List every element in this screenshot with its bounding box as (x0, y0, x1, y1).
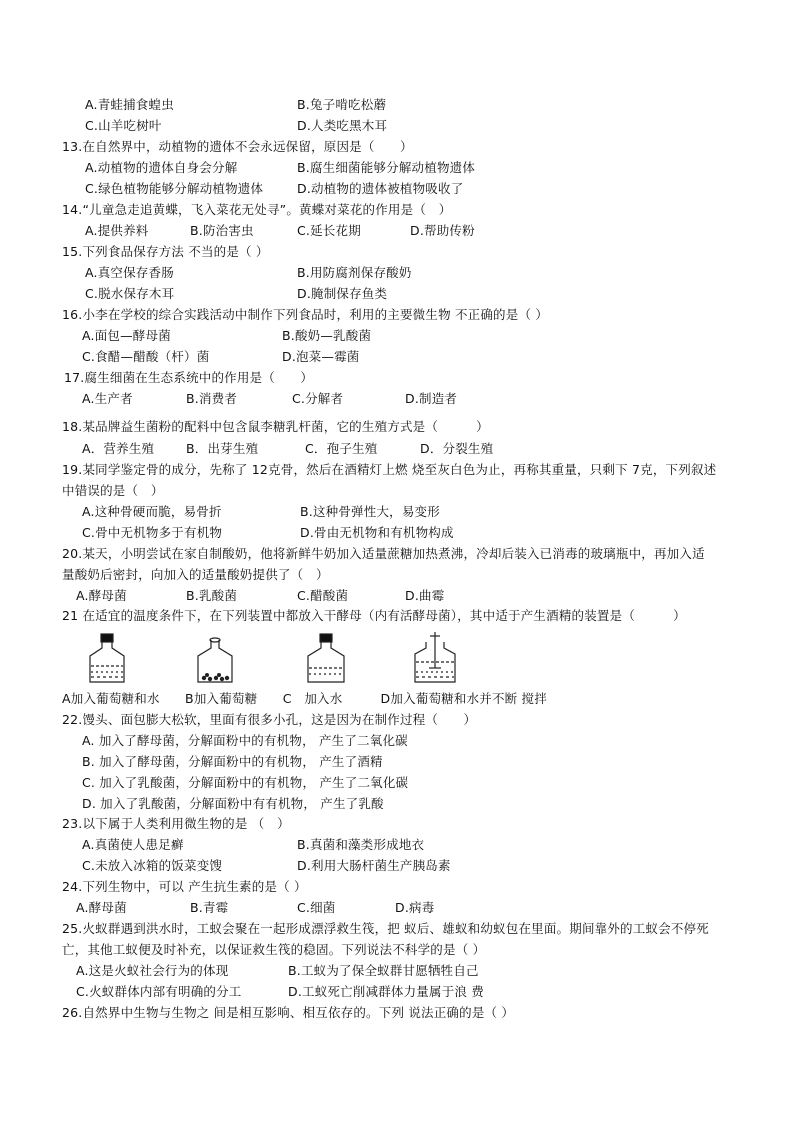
q25-stem-line2: 亡，其他工蚁便及时补充，以保证救生筏的稳固。下列说法不科学的是（ ） (62, 942, 486, 957)
q20-option-a: A.酵母菌 (76, 588, 127, 603)
q17-option-d: D.制造者 (405, 391, 458, 406)
q24-option-b: B.青霉 (190, 900, 229, 915)
q15-option-a: A.真空保存香肠 (85, 265, 174, 280)
q18-option-c: C．孢子生殖 (305, 441, 378, 456)
q13-option-a: A.动植物的遗体自身会分解 (85, 160, 238, 175)
q12-option-c: C.山羊吃树叶 (85, 118, 162, 133)
q18-stem: 18.某品牌益生菌粉的配料中包含鼠李糖乳杆菌，它的生殖方式是（ ） (62, 419, 489, 434)
q20-stem-line1: 20.某天，小明尝试在家自制酸奶，他将新鲜牛奶加入适量蔗糖加热煮沸，冷却后装入已消毒的玻璃瓶中，再加入适 (62, 546, 705, 561)
q19-option-a: A.这种骨硬而脆，易骨折 (82, 504, 222, 519)
q13-option-c: C.绿色植物能够分解动植物遗体 (85, 181, 264, 196)
q22-option-b: B. 加入了酵母菌，分解面粉中的有机物， 产生了酒精 (82, 754, 383, 769)
q16-option-d: D.泡菜—霉菌 (282, 349, 360, 364)
q19-stem-line2: 中错误的是（ ） (62, 483, 164, 498)
q17-option-c: C.分解者 (292, 391, 344, 406)
q13-option-d: D.动植物的遗体被植物吸收了 (297, 181, 464, 196)
q19-stem-line1: 19.某同学鉴定骨的成分，先称了 12克骨，然后在酒精灯上燃 烧至灰白色为止，再称其重量，只剩下 7克，下列叙述 (62, 462, 717, 477)
q19-option-d: D.骨由无机物和有机物构成 (300, 525, 454, 540)
q16-option-b: B.酸奶—乳酸菌 (282, 328, 372, 343)
q17-option-a: A.生产者 (82, 391, 133, 406)
q23-stem: 23.以下属于人类利用微生物的是 （ ） (62, 816, 290, 831)
q23-option-c: C.未放入冰箱的饭菜变馊 (82, 858, 223, 873)
q12-option-b: B.兔子啃吃松蘑 (297, 97, 387, 112)
q19-option-b: B.这种骨弹性大，易变形 (300, 504, 440, 519)
q15-option-c: C.脱水保存木耳 (85, 286, 175, 301)
q20-stem-line2: 量酸奶后密封，向加入的适量酸奶提供了（ ） (62, 567, 329, 582)
q17-option-b: B.消费者 (186, 391, 238, 406)
q19-option-c: C.骨中无机物多于有机物 (82, 525, 223, 540)
q25-option-d: D.工蚁死亡削减群体力量属于浪 费 (288, 984, 484, 999)
q15-option-b: B.用防腐剂保存酸奶 (297, 265, 412, 280)
q20-option-d: D.曲霉 (405, 588, 445, 603)
q15-option-d: D.腌制保存鱼类 (297, 286, 388, 301)
q15-stem: 15.下列食品保存方法 不当的是（ ） (62, 244, 269, 259)
q16-option-a: A.面包—酵母菌 (82, 328, 171, 343)
q24-option-d: D.病毒 (395, 900, 435, 915)
q21-options: A加入葡萄糖和水 B加入葡萄糖 C 加入水 D加入葡萄糖和水并不断 搅拌 (62, 691, 547, 706)
q12-option-d: D.人类吃黑木耳 (297, 118, 388, 133)
q17-stem: 17.腐生细菌在生态系统中的作用是（ ） (64, 370, 314, 385)
q25-option-c: C.火蚁群体内部有明确的分工 (76, 984, 242, 999)
q24-option-a: A.酵母菌 (76, 900, 127, 915)
q14-option-b: B.防治害虫 (190, 223, 254, 238)
q18-option-d: D．分裂生殖 (420, 441, 494, 456)
flask-d-icon (415, 632, 455, 682)
q18-option-b: B．出芽生殖 (186, 441, 259, 456)
q20-option-b: B.乳酸菌 (186, 588, 238, 603)
q25-stem-line1: 25.火蚁群遇到洪水时，工蚁会聚在一起形成漂浮救生筏，把 蚁后、雄蚁和幼蚁包在里面。期间靠外的工蚁会不停死 (62, 921, 709, 936)
q13-option-b: B.腐生细菌能够分解动植物遗体 (297, 160, 476, 175)
q22-option-a: A. 加入了酵母菌，分解面粉中的有机物， 产生了二氧化碳 (82, 733, 408, 748)
flask-c-icon (308, 634, 344, 682)
q14-option-a: A.提供养料 (85, 223, 149, 238)
q12-option-a: A.青蛙捕食蝗虫 (85, 97, 174, 112)
q16-option-c: C.食醋—醋酸（杆）菌 (82, 349, 210, 364)
q24-stem: 24.下列生物中，可以 产生抗生素的是（ ） (62, 879, 307, 894)
q23-option-d: D.利用大肠杆菌生产胰岛素 (297, 858, 451, 873)
q23-option-b: B.真菌和藻类形成地衣 (297, 837, 425, 852)
flask-b-icon (198, 638, 232, 682)
q22-option-c: C. 加入了乳酸菌，分解面粉中的有机物， 产生了二氧化碳 (82, 775, 409, 790)
q22-option-d: D. 加入了乳酸菌，分解面粉中有有机物， 产生了乳酸 (82, 796, 384, 811)
q18-option-a: A．营养生殖 (82, 441, 155, 456)
q14-stem: 14.“儿童急走追黄蝶，飞入菜花无处寻”。黄蝶对菜花的作用是（ ） (62, 202, 452, 217)
q20-option-c: C.醋酸菌 (297, 588, 349, 603)
q21-stem: 21 在适宜的温度条件下，在下列装置中都放入干酵母（内有活酵母菌），其中适于产生酒精的装置是（ ） (62, 608, 686, 623)
q21-apparatus-figure (80, 632, 480, 690)
q23-option-a: A.真菌使人患足癣 (82, 837, 184, 852)
q16-stem: 16.小李在学校的综合实践活动中制作下列食品时，利用的主要微生物 不正确的是（ ） (62, 307, 549, 322)
q13-stem: 13.在自然界中，动植物的遗体不会永远保留，原因是（ ） (62, 139, 413, 154)
q14-option-d: D.帮助传粉 (410, 223, 475, 238)
flask-a-icon (90, 634, 124, 682)
q26-stem: 26.自然界中生物与生物之 间是相互影响、相互依存的。下列 说法正确的是（ ） (62, 1005, 515, 1020)
q25-option-b: B.工蚁为了保全蚁群甘愿牺牲自己 (288, 963, 479, 978)
q22-stem: 22.馒头、面包膨大松软，里面有很多小孔，这是因为在制作过程（ ） (62, 712, 477, 727)
q14-option-c: C.延长花期 (297, 223, 361, 238)
q25-option-a: A.这是火蚁社会行为的体现 (76, 963, 229, 978)
q24-option-c: C.细菌 (297, 900, 336, 915)
